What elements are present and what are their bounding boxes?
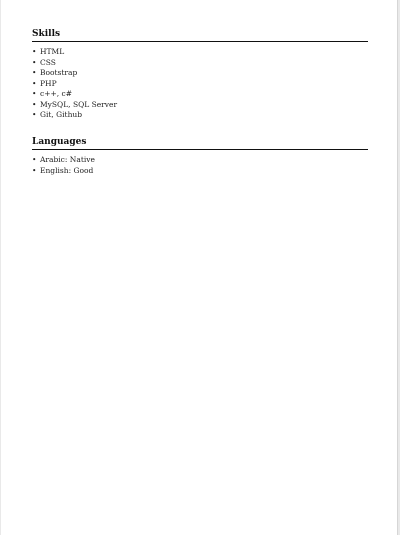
skills-heading: Skills	[32, 29, 368, 42]
list-item	[32, 100, 368, 111]
language-label: Arabic: Native	[40, 155, 95, 164]
bullet-icon: •	[32, 68, 37, 77]
skills-section	[32, 29, 368, 121]
skill-label: Bootstrap	[40, 68, 78, 77]
list-item	[32, 58, 368, 69]
list-item	[32, 110, 368, 121]
languages-heading: Languages	[32, 137, 368, 150]
list-item	[32, 155, 368, 166]
bullet-icon: •	[32, 110, 37, 119]
bullet-icon: •	[32, 99, 37, 109]
skill-label: PHP	[40, 78, 57, 88]
language-label: English: Good	[40, 165, 94, 175]
list-item	[32, 166, 368, 177]
bullet-icon: •	[32, 47, 37, 56]
bullet-icon: •	[32, 89, 37, 98]
bullet-icon: •	[32, 57, 37, 67]
bullet-icon: •	[32, 165, 37, 175]
bullet-icon: •	[32, 155, 37, 164]
skill-label: HTML	[40, 47, 65, 56]
bullet-icon: •	[32, 78, 37, 88]
skill-label: c++, c#	[40, 89, 73, 98]
skills-list	[32, 47, 368, 121]
skill-label: MySQL, SQL Server	[40, 99, 118, 109]
list-item	[32, 79, 368, 90]
list-item	[32, 47, 368, 58]
resume-page	[1, 0, 398, 535]
languages-section	[32, 137, 368, 176]
languages-list	[32, 155, 368, 176]
list-item	[32, 68, 368, 79]
list-item	[32, 89, 368, 100]
skill-label: Git, Github	[40, 110, 83, 119]
skill-label: CSS	[40, 57, 56, 67]
